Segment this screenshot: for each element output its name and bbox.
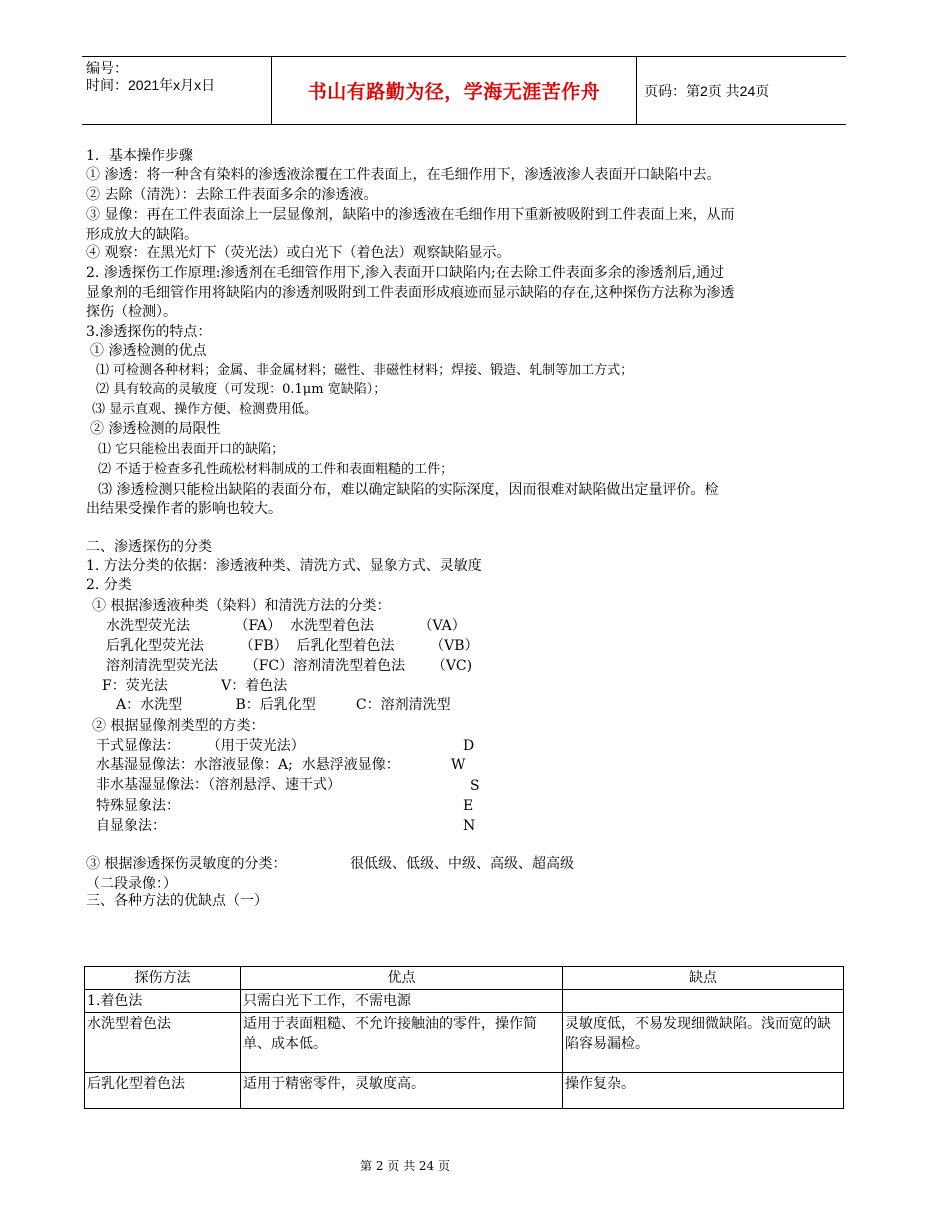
text-line: ① 渗透：将一种含有染料的渗透液涂覆在工件表面上，在毛细作用下，渗透液渗人表面开口缺陷中去。 xyxy=(86,167,721,183)
text-line: 形成放大的缺陷。 xyxy=(86,227,198,243)
table-cell: 适用于表面粗糙、不允许接触油的零件，操作简单、成本低。 xyxy=(241,1013,563,1073)
table-cell: 适用于精密零件，灵敏度高。 xyxy=(241,1073,563,1109)
code-letter: D xyxy=(463,738,475,754)
text-line: （二段录像：） xyxy=(86,876,177,892)
text-line: ② 去除（清洗）：去除工件表面多余的渗透液。 xyxy=(86,187,378,203)
table-row xyxy=(85,990,844,1013)
text-line: 水基湿显像法：水溶液显像：A; 水悬浮液显像： xyxy=(96,757,400,773)
doc-number-label: 编号： xyxy=(86,60,128,76)
text-line: ④ 观察：在黑光灯下（荧光法）或白光下（着色法）观察缺陷显示。 xyxy=(86,245,511,261)
text-line: 出结果受操作者的影响也较大。 xyxy=(86,501,282,517)
table-row xyxy=(85,1013,844,1073)
code-letter: S xyxy=(470,778,480,794)
page-header xyxy=(82,56,846,125)
table-cell xyxy=(563,990,844,1013)
table-cell: 只需白光下工作，不需电源 xyxy=(241,990,563,1013)
text-line: 非水基湿显像法：（溶剂悬浮、速干式） xyxy=(96,777,341,793)
text-line: 探伤（检测）。 xyxy=(86,304,177,320)
doc-time-label: 时间：2021年x月x日 xyxy=(86,77,216,93)
table-cell: 1.着色法 xyxy=(85,990,241,1013)
text-line: 2. 分类 xyxy=(86,577,132,593)
text-line: A：水洗型 B：后乳化型 C：溶剂清洗型 xyxy=(116,697,451,713)
text-line: ② 渗透检测的局限性 xyxy=(90,421,221,437)
section-heading: 3.渗透探伤的特点： xyxy=(86,324,212,340)
header-motto: 书山有路勤为径，学海无涯苦作舟 xyxy=(272,57,637,124)
table-cell: 水洗型着色法 xyxy=(85,1013,241,1073)
text-line: ⑵ 具有较高的灵敏度（可发现：0.1μm 宽缺陷）； xyxy=(96,382,387,397)
code-letter: N xyxy=(463,818,476,834)
text-line: 显象剂的毛细管作用将缺陷内的渗透剂吸附到工件表面形成痕迹而显示缺陷的存在,这种探伤方法称为渗透 xyxy=(86,285,735,301)
text-line: ③ 显像：再在工件表面涂上一层显像剂，缺陷中的渗透液在毛细作用下重新被吸附到工件表面上来，从而 xyxy=(86,207,735,223)
table-cell: 操作复杂。 xyxy=(563,1073,844,1109)
text-line: 2. 渗透探伤工作原理:渗透剂在毛细管作用下,渗入表面开口缺陷内;在去除工件表面多余的渗透剂后,通过 xyxy=(86,265,725,281)
text-line: 特殊显象法： xyxy=(96,798,180,814)
comparison-table xyxy=(84,966,844,1109)
section-heading: 1．基本操作步骤 xyxy=(86,148,193,164)
table-header-cell: 优点 xyxy=(241,967,563,990)
text-line: ⑵ 不适于检查多孔性疏松材料制成的工件和表面粗糙的工件； xyxy=(98,462,454,477)
text-line: ⑶ 渗透检测只能检出缺陷的表面分布，难以确定缺陷的实际深度，因而很难对缺陷做出定量评价。检 xyxy=(98,482,719,498)
table-header-row xyxy=(85,967,844,990)
text-line: ① 根据渗透液种类（染料）和清洗方法的分类： xyxy=(92,598,391,614)
text-line: 自显象法： xyxy=(96,818,166,834)
header-page-label: 页码：第2页 共24页 xyxy=(644,82,770,99)
text-line: ② 根据显像剂类型的方类： xyxy=(92,718,265,734)
text-line: 1. 方法分类的依据：渗透液种类、清洗方式、显象方式、灵敏度 xyxy=(86,558,482,574)
text-line: 后乳化型荧光法 （FB） 后乳化型着色法 （VB） xyxy=(106,638,479,654)
page-footer: 第 2 页 共 24 页 xyxy=(360,1159,450,1173)
table-header-cell: 缺点 xyxy=(563,967,844,990)
text-line: ③ 根据渗透探伤灵敏度的分类： xyxy=(86,856,287,872)
table-header-cell: 探伤方法 xyxy=(85,967,241,990)
text-line: ⑴ 可检测各种材料；金属、非金属材料；磁性、非磁性材料；焊接、锻造、轧制等加工方式； xyxy=(96,363,634,378)
text-line: F：荧光法 V：着色法 xyxy=(102,678,288,694)
table-cell: 后乳化型着色法 xyxy=(85,1073,241,1109)
section-heading: 三、各种方法的优缺点（一） xyxy=(86,893,268,909)
code-letter: E xyxy=(463,798,474,814)
text-line: ⑴ 它只能检出表面开口的缺陷； xyxy=(98,442,285,457)
section-heading: 二、渗透探伤的分类 xyxy=(86,539,212,555)
text-line: ① 渗透检测的优点 xyxy=(90,343,207,359)
table-cell: 灵敏度低，不易发现细微缺陷。浅而宽的缺陷容易漏检。 xyxy=(563,1013,844,1073)
text-line: ⑶ 显示直观、操作方便、检测费用低。 xyxy=(92,402,318,417)
text-line: 溶剂清洗型荧光法 （FC）溶剂清洗型着色法 （VC) xyxy=(106,658,473,674)
code-letter: W xyxy=(451,757,466,773)
text-line: 水洗型荧光法 （FA） 水洗型着色法 （VA） xyxy=(106,618,466,634)
table-row xyxy=(85,1073,844,1109)
header-meta xyxy=(82,57,272,124)
text-line: 很低级、低级、中级、高级、超高级 xyxy=(350,856,574,872)
text-line: 干式显像法： （用于荧光法） xyxy=(96,738,305,754)
